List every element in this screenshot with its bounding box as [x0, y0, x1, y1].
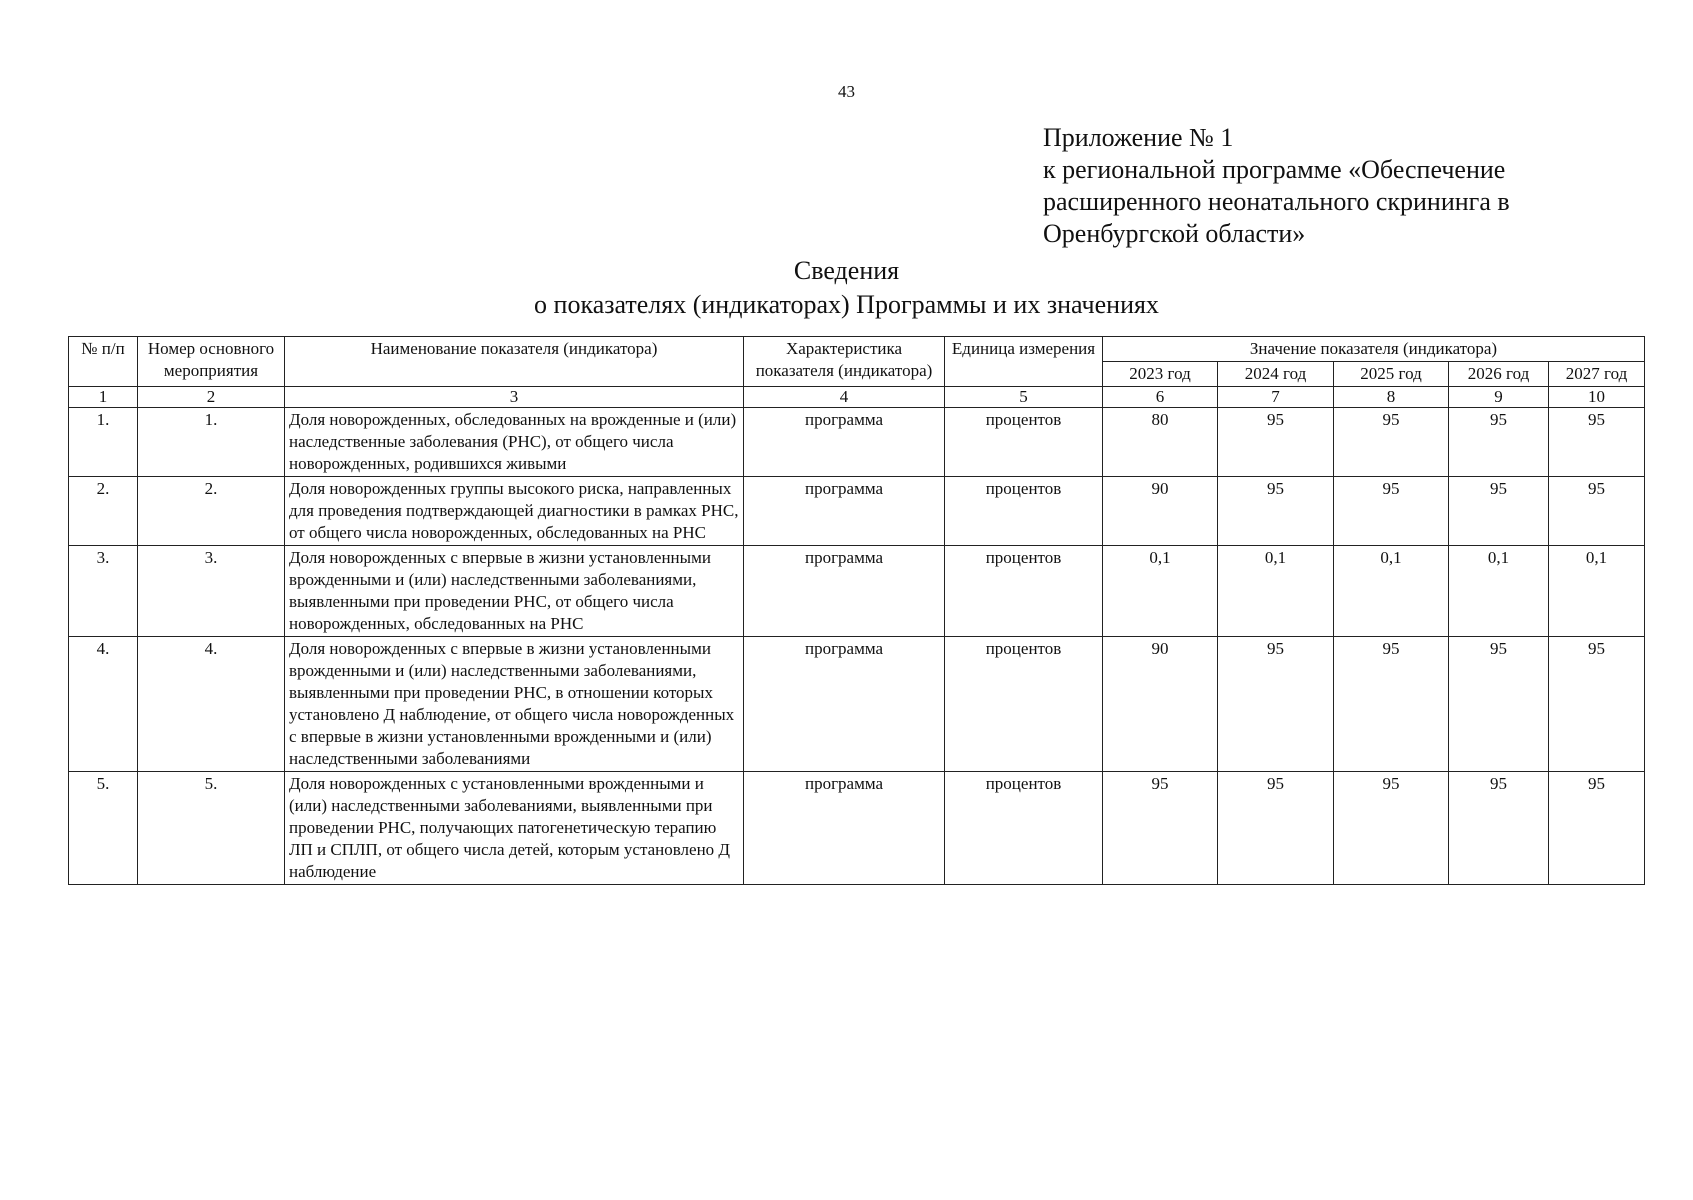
indicators-table: [68, 336, 1645, 885]
title-line-2: о показателях (индикаторах) Программы и их значениях: [534, 290, 1159, 319]
row-value-2024: 95: [1218, 772, 1334, 885]
header-year: 2027 год: [1549, 362, 1645, 387]
row-value-2023: 90: [1103, 637, 1218, 772]
row-value-2025: 95: [1334, 637, 1449, 772]
row-value-2023: 80: [1103, 408, 1218, 477]
appendix-line: к региональной программе «Обеспечение: [1043, 155, 1506, 184]
row-unit: процентов: [945, 772, 1103, 885]
row-value-2025: 0,1: [1334, 546, 1449, 637]
row-value-2024: 95: [1218, 408, 1334, 477]
row-event: 1.: [138, 408, 285, 477]
row-value-2025: 95: [1334, 477, 1449, 546]
row-value-2023: 0,1: [1103, 546, 1218, 637]
row-value-2025: 95: [1334, 772, 1449, 885]
column-number: 7: [1218, 387, 1334, 408]
header-num: № п/п: [69, 337, 138, 387]
row-characteristic: программа: [744, 772, 945, 885]
row-value-2027: 95: [1549, 637, 1645, 772]
row-value-2024: 95: [1218, 637, 1334, 772]
page-number: 43: [838, 82, 855, 101]
row-num: 3.: [69, 546, 138, 637]
row-event: 4.: [138, 637, 285, 772]
row-value-2027: 0,1: [1549, 546, 1645, 637]
header-year: 2024 год: [1218, 362, 1334, 387]
table-row: [69, 546, 1645, 637]
row-value-2025: 95: [1334, 408, 1449, 477]
row-unit: процентов: [945, 546, 1103, 637]
title-line-1: Сведения: [793, 256, 900, 285]
column-number: 4: [744, 387, 945, 408]
row-value-2026: 95: [1449, 772, 1549, 885]
header-year: 2023 год: [1103, 362, 1218, 387]
row-num: 1.: [69, 408, 138, 477]
appendix-line: Приложение № 1: [1043, 123, 1234, 152]
column-number: 1: [69, 387, 138, 408]
row-value-2026: 95: [1449, 477, 1549, 546]
column-number: 6: [1103, 387, 1218, 408]
header-values-group: Значение показателя (индикатора): [1103, 337, 1645, 362]
table-row: [69, 637, 1645, 772]
table-row: [69, 772, 1645, 885]
row-num: 5.: [69, 772, 138, 885]
column-number: 10: [1549, 387, 1645, 408]
row-unit: процентов: [945, 637, 1103, 772]
header-year: 2025 год: [1334, 362, 1449, 387]
row-value-2027: 95: [1549, 408, 1645, 477]
row-unit: процентов: [945, 408, 1103, 477]
header-characteristic: Характеристика показателя (индикатора): [744, 337, 945, 387]
row-value-2026: 0,1: [1449, 546, 1549, 637]
row-num: 2.: [69, 477, 138, 546]
header-event: Номер основного мероприятия: [138, 337, 285, 387]
row-indicator-name: Доля новорожденных группы высокого риска, направленных для проведения подтверждающей диагностики в рамках РНС, от общего числа новорожденных, обследованных на РНС: [285, 477, 744, 546]
appendix-note: [1043, 122, 1643, 250]
row-event: 3.: [138, 546, 285, 637]
row-value-2026: 95: [1449, 408, 1549, 477]
row-num: 4.: [69, 637, 138, 772]
row-indicator-name: Доля новорожденных с установленными врожденными и (или) наследственными заболеваниями, выявленными при проведении РНС, получающих патогенетическую терапию ЛП и СПЛП, от общего числа детей, которым установлено Д наблюдение: [285, 772, 744, 885]
document-title: [0, 254, 1693, 322]
table-row: [69, 408, 1645, 477]
row-value-2027: 95: [1549, 772, 1645, 885]
appendix-line: расширенного неонатального скрининга в: [1043, 187, 1510, 216]
row-value-2026: 95: [1449, 637, 1549, 772]
column-numbers-row: [69, 387, 1645, 408]
header-year: 2026 год: [1449, 362, 1549, 387]
row-indicator-name: Доля новорожденных с впервые в жизни установленными врожденными и (или) наследственными заболеваниями, выявленными при проведении РНС, от общего числа новорожденных, обследованных на РНС: [285, 546, 744, 637]
row-event: 5.: [138, 772, 285, 885]
row-value-2023: 95: [1103, 772, 1218, 885]
column-number: 3: [285, 387, 744, 408]
row-value-2024: 0,1: [1218, 546, 1334, 637]
header-name: Наименование показателя (индикатора): [285, 337, 744, 387]
row-event: 2.: [138, 477, 285, 546]
row-value-2024: 95: [1218, 477, 1334, 546]
appendix-line: Оренбургской области»: [1043, 219, 1306, 248]
row-characteristic: программа: [744, 546, 945, 637]
row-characteristic: программа: [744, 477, 945, 546]
row-characteristic: программа: [744, 408, 945, 477]
column-number: 8: [1334, 387, 1449, 408]
row-value-2023: 90: [1103, 477, 1218, 546]
row-value-2027: 95: [1549, 477, 1645, 546]
header-unit: Единица измерения: [945, 337, 1103, 387]
table-row: [69, 477, 1645, 546]
row-indicator-name: Доля новорожденных с впервые в жизни установленными врожденными и (или) наследственными заболеваниями, выявленными при проведении РНС, в отношении которых установлено Д наблюдение, от общего числа новорожденных с впервые в жизни установленными врожденными и (или) наследственными заболеваниями: [285, 637, 744, 772]
column-number: 2: [138, 387, 285, 408]
column-number: 5: [945, 387, 1103, 408]
column-number: 9: [1449, 387, 1549, 408]
row-unit: процентов: [945, 477, 1103, 546]
row-indicator-name: Доля новорожденных, обследованных на врожденные и (или) наследственные заболевания (РНС), от общего числа новорожденных, родившихся живыми: [285, 408, 744, 477]
row-characteristic: программа: [744, 637, 945, 772]
